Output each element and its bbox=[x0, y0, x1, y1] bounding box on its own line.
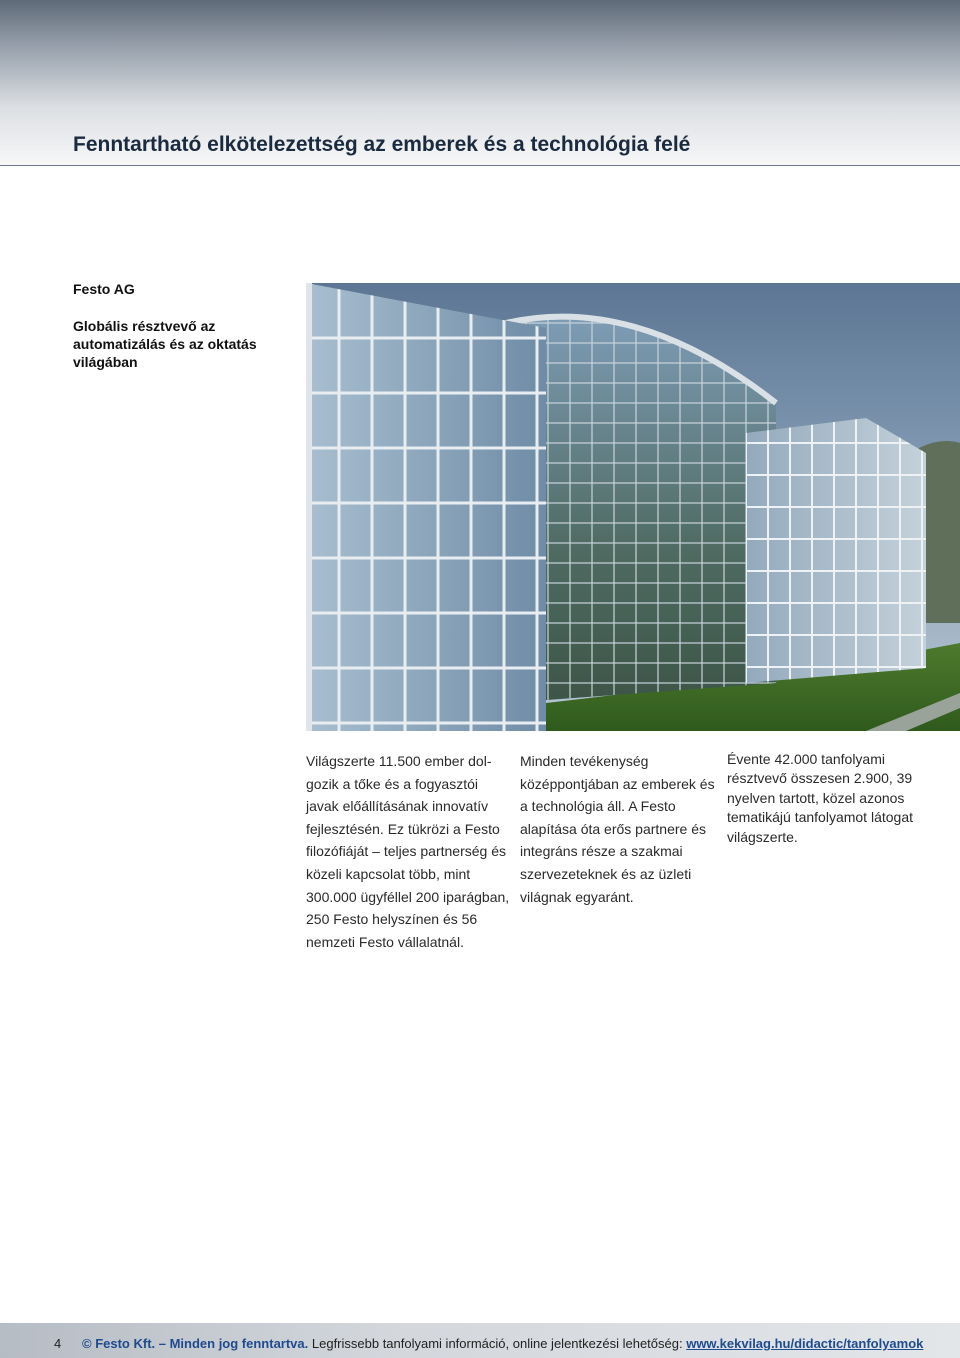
footer-text bbox=[82, 1336, 923, 1351]
text-column-2: Minden tevékenység középpontjában az emberek és a technológia áll. A Festo alapítása óta erős partnere és integráns része a szakmai szervezeteknek és az üzleti világnak egyaránt. bbox=[520, 753, 715, 905]
building-photo bbox=[306, 283, 960, 731]
footer-info: Legfrissebb tanfolyami információ, online jelentkezési lehetőség: bbox=[308, 1336, 687, 1351]
company-name: Festo AG bbox=[73, 281, 135, 297]
footer-link[interactable]: www.kekvilag.hu/didactic/tanfolyamok bbox=[686, 1336, 924, 1351]
company-tagline: Globális résztvevő az automatizálás és az oktatás világában bbox=[73, 318, 257, 370]
page-number: 4 bbox=[54, 1336, 62, 1351]
page-title: Fenntartható elkötelezettség az emberek és a technológia felé bbox=[73, 133, 691, 156]
footer-copyright: © Festo Kft. – Minden jog fenntartva. bbox=[82, 1336, 309, 1351]
text-column-1: Világszerte 11.500 ember dolgozik a tőke és a fogyasztói javak előállításának innovatív fejlesztésén. Ez tükrözi a Festo filozófiáját – teljes partnerség és közeli kapcsolat több, mint 300.000 ügyféllel 200 iparágban, 250 Festo helyszínen és 56 nemzeti Festo vállalatnál. bbox=[306, 753, 510, 950]
text-column-3: Évente 42.000 tanfolyami résztvevő összesen 2.900, 39 nyelven tartott, közel azonos tematikájú tanfolyamot látogat világszerte. bbox=[727, 751, 913, 845]
